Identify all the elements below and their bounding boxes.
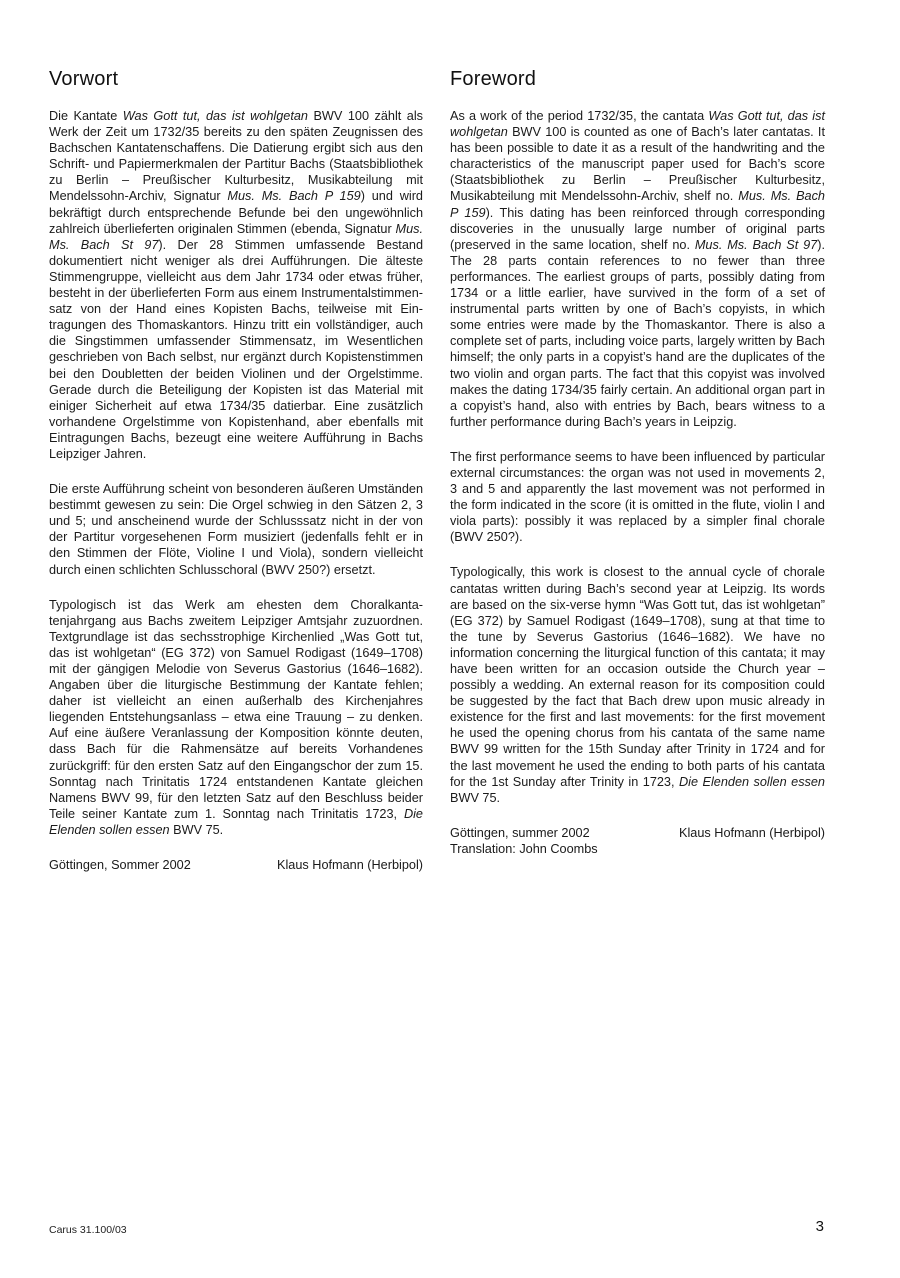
text-run: BWV 100 zählt als Werk der Zeit um 1732/35 bereits zu den späten Zeugnissen des Bachschen Kantatenschaffens. Die Datierung ergibt sich aus den Schrift- und Papiermerkmalen der Partitur Bachs (Staatsbibliothek zu Berlin – Preußischer Kulturbesitz, Musikabteilung mit Mendelssohn-Archiv, Signatur [49,109,423,204]
text-run: The first performance seems to have been influenced by particular external circumstances: the organ was not used in movements 2, 3 and 5 and apparently the last movement was not performed in the form indicated in the score (it is omitted in the flute, violin I and viola parts): possibly it was replaced by a simpler final chorale (BWV 250?). [450,449,825,545]
catalog-number: Carus 31.100/03 [49,1224,127,1236]
paragraph-de-3 [49,597,423,838]
text-run: BWV 75. [169,822,224,837]
text-run: Typologisch ist das Werk am ehesten dem Choralkantatenjahrgang aus Bachs zweitem Leipziger Amtsjahr zuzuordnen. Textgrundlage ist das sechsstrophige Kirchenlied „Was Gott tut, das ist wohlgetan“ (EG 372) von Samuel Rodigast (1649–1708) mit der gängigen Melodie von Severus Gastorius (1646–1682). Angaben über die liturgische Bestimmung der Kantate fehlen; daher ist vielleicht an einen außerhalb des Kirchenjahres liegenden Entstehungsanlass – etwa eine Trauung – zu denken. Auf eine äußere Veranlassung der Komposition könnte deuten, dass Bach für die Rahmensätze auf bereits Vorhandenes zurückgriff: für den ersten Satz auf den Eingangschor der zum 15. Sonntag nach Trinitatis 1724 entstandenen Kantate gleichen Namens BWV 99, für den letzten Satz auf den Beschluss beider Teile seiner Kantate zum 1. Sonntag nach Trinitatis 1723, [49,597,423,821]
italic-text-run: Was Gott tut, das ist wohlgetan [450,109,825,140]
text-run: ). This dating has been reinforced through corresponding discoveries in the unusually large number of original parts (preserved in the same location, shelf no. [450,205,825,252]
text-run: BWV 75. [450,790,501,805]
italic-text-run: Die Elenden sollen essen [678,774,825,789]
text-run: ) und wird bekräftigt durch entsprechende Befunde bei den ungewöhnlich zahlreich überlieferten originalen Stimmen (ebenda, Signatur [49,189,423,236]
text-run: ). The 28 parts contain references to no fewer than three performances. The earliest groups of parts, possibly dating from 1734 or a little earlier, have survived in the form of a set of instrumental parts written by one of Bach’s copyists, in which some entries were made by the Thomaskantor. There is also a complete set of parts, including voice parts, largely written by Bach himself; the only parts in a copyist’s hand are the duplicates of the two violin and organ parts. The fact that this copyist was involved makes the dating 1734/35 fairly certain. An additional organ part in a copyist’s hand, also with entries by Bach, bears witness to a further performance during Bach’s years in Leipzig. [450,237,825,429]
paragraph-en-2 [450,449,825,546]
author-de: Klaus Hofmann (Herbipol) [277,858,423,873]
italic-text-run: Die Elenden sollen essen [49,806,423,837]
paragraph-en-3 [450,564,825,805]
italic-text-run: Mus. Ms. Bach St 97 [694,237,818,252]
paragraph-de-1 [49,108,423,462]
italic-text-run: Mus. Ms. Bach St 97 [49,221,423,252]
text-run: As a work of the period 1732/35, the cantata [450,109,709,123]
italic-text-run: Was Gott tut, das ist wohlgetan [122,109,308,123]
place-date-en: Göttingen, summer 2002 [450,825,590,840]
heading-foreword: Foreword [450,68,537,90]
italic-text-run: Mus. Ms. Bach P 159 [450,189,825,220]
paragraph-en-1 [450,108,825,430]
text-run: Die erste Aufführung scheint von besonderen äußeren Umständen bestimmt gewesen zu sein: Die Orgel schwieg in den Sätzen 2, 3 und 5; und anscheinend wurde der Schlusssatz nicht in der von der Partitur vorgesehenen Form musiziert (jedenfalls fehlt er in den Stimmen der Flöte, Violine I und Viola), sondern vielleicht durch einen schlichten Schlusschoral (BWV 250?) ersetzt. [49,482,423,577]
author-en: Klaus Hofmann (Herbipol) [679,825,825,840]
translator-credit: Translation: John Coombs [450,841,598,856]
paragraph-de-2 [49,481,423,578]
signature-line-de [49,857,423,873]
english-column [450,66,825,857]
italic-text-run: Mus. Ms. Bach P 159 [227,189,361,204]
german-column [49,66,423,873]
text-run: Typologically, this work is closest to the annual cycle of chorale cantatas written during Bach’s second year at Leipzig. Its words are based on the six-verse hymn “Was Gott tut, das ist wohlgetan” (EG 372) by Samuel Rodigast (1649–1708), sung at that time to the tune by Severus Gastorius (1646–1682). We have no information concerning the liturgical function of this cantata; it may have been written for an occasion outside the Church year – possibly a wedding. An external reason for its composition could be suggested by the fact that Bach drew upon music already in existence for the first and last movements: for the first movement he used the opening chorus from his cantata of the same name BWV 99 written for the 15th Sunday after Trinity in 1724 and for the last movement he used the ending to both parts of his cantata for the 1st Sunday after Trinity in 1723, [450,565,825,789]
signature-line-en [450,825,825,841]
text-run: ). Der 28 Stimmen umfassende Bestand dokumentiert nicht weniger als drei Aufführungen. Die älteste Stimmengruppe, vielleicht aus dem Jahr 1734 oder etwas früher, besteht in der überlieferten Form aus einem Instrumentalstimmensatz von der Hand eines Kopisten Bachs, teilweise mit Eintragungen des Thomaskantors. Hinzu tritt ein vollständiger, auch die Singstimmen umfassender Stimmensatz, im Wesentlichen geschrieben von Bach selbst, nur ergänzt durch Kopistenstimmen bei den Doubletten der beiden Violinen und der Orgelstimme. Gerade durch die Beteiligung der Kopisten ist das Material mit einiger Sicherheit auf etwa 1734/35 datierbar. Eine zusätzlich vorhandene Orgelstimme von Kopistenhand, aber ebenfalls mit Eintragungen Bachs, bezeugt eine weitere Aufführung in Bachs Leipziger Jahren. [49,237,424,461]
page-number: 3 [815,1218,824,1235]
place-date-de: Göttingen, Sommer 2002 [49,858,191,873]
text-run: BWV 100 is counted as one of Bach’s later cantatas. It has been possible to date it as a result of the handwriting and the characteristics of the manuscript paper used for Bach’s score (Staatsbibliothek zu Berlin – Preußischer Kulturbesitz, Musikabteilung mit Mendelssohn-Archiv, shelf no. [450,125,825,204]
text-run: Die Kantate [49,109,123,123]
heading-vorwort: Vorwort [49,68,119,90]
